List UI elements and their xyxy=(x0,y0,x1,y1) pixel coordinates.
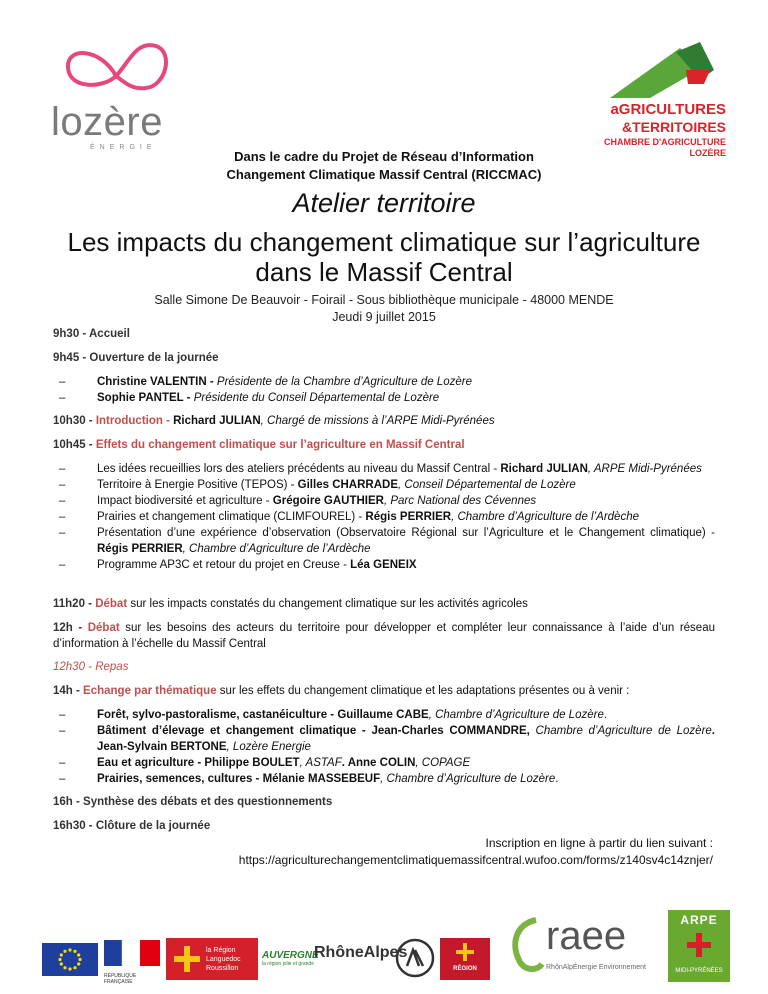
agenda-synthese: 16h - Synthèse des débats et des questionnements xyxy=(53,796,333,808)
list-item: – Territoire à Energie Positive (TEPOS) - Gilles CHARRADE, Conseil Départemental de Lozère xyxy=(53,477,715,493)
region-lr-text: la Région Languedoc Roussillon xyxy=(206,947,241,972)
region-logo xyxy=(440,938,490,980)
list-item: – Impact biodiversité et agriculture - Grégoire GAUTHIER, Parc National des Cévennes xyxy=(53,493,715,509)
french-flag-icon xyxy=(104,940,160,966)
auvergne-tagline: la région jolie et grande xyxy=(262,961,314,967)
list-item: – Sophie PANTEL - Présidente du Conseil Départemental de Lozère xyxy=(53,390,715,406)
list-item: – Les idées recueillies lors des ateliers précédents au niveau du Massif Central - Richard JULIAN, ARPE Midi-Pyrénées xyxy=(53,461,715,477)
page-subtitle-line-2: dans le Massif Central xyxy=(255,257,513,287)
agri-line-agricultures: aGRICULTURES xyxy=(610,101,726,118)
eu-stars-icon xyxy=(42,943,98,976)
republique-francaise-logo xyxy=(104,940,160,985)
inscription-link[interactable]: https://agriculturechangementclimatiquemassifcentral.wufoo.com/forms/z140sv4c14znjer/ xyxy=(238,853,713,867)
ra-logo xyxy=(395,938,435,978)
agenda-introduction: 10h30 - Introduction - Richard JULIAN, Chargé de missions à l’ARPE Midi-Pyrénées xyxy=(53,415,495,427)
agenda-cloture: 16h30 - Clôture de la journée xyxy=(53,820,211,832)
inscription-block xyxy=(239,835,713,869)
agenda-debat-2: 12h - Débat sur les besoins des acteurs du territoire pour développer et compléter leur connaissance à l’aide d’un réseau d’information à l’échelle du Massif Central xyxy=(53,622,715,650)
region-languedoc-logo xyxy=(166,938,258,980)
effets-list xyxy=(53,461,715,573)
event-date: Jeudi 9 juillet 2015 xyxy=(332,310,436,324)
page-subtitle-line-1: Les impacts du changement climatique sur l’agriculture xyxy=(67,227,701,257)
agenda-accueil: 9h30 - Accueil xyxy=(53,328,130,340)
lozere-wordmark: lozère xyxy=(51,100,163,144)
region-text: RÉGION xyxy=(453,966,477,972)
inscription-text: Inscription en ligne à partir du lien suivant : xyxy=(485,836,713,850)
arpe-text: ARPE xyxy=(680,913,718,927)
occitan-cross-icon xyxy=(172,944,202,974)
intro-line-2: Changement Climatique Massif Central (RICCMAC) xyxy=(226,167,542,182)
republique-text: RÉPUBLIQUE FRANÇAISE xyxy=(104,973,137,985)
region-cross-icon xyxy=(455,942,475,962)
ra-circle-icon xyxy=(395,938,435,978)
rhone-alpes-logo: RhôneAlpes xyxy=(314,944,408,961)
page-title: Atelier territoire xyxy=(292,188,476,218)
agri-line-lozere: LOZÈRE xyxy=(689,148,726,158)
arpe-subtitle: MIDI-PYRÉNÉES xyxy=(675,968,723,974)
agri-line-chambre: CHAMBRE D'AGRICULTURE xyxy=(604,137,726,147)
agenda-effets: 10h45 - Effets du changement climatique sur l’agriculture en Massif Central xyxy=(53,439,465,451)
lozere-subtitle: ÉNERGIE xyxy=(90,144,157,151)
echange-list xyxy=(53,707,715,787)
raee-logo xyxy=(506,910,656,982)
list-item: – Présentation d’une expérience d’observation (Observatoire Régional sur l’Agriculture et le Changement climatique) - Régis PERRIER, Chambre d’Agriculture de l’Ardèche xyxy=(53,525,715,557)
intro-line-1: Dans le cadre du Projet de Réseau d’Information xyxy=(234,149,534,164)
raee-wordmark: raee xyxy=(546,914,627,958)
venue-text: Salle Simone De Beauvoir - Foirail - Sous bibliothèque municipale - 48000 MENDE xyxy=(154,293,614,307)
agenda-ouverture: 9h45 - Ouverture de la journée xyxy=(53,352,219,364)
raee-subtitle: RhônAlpÉnergie Environnement xyxy=(546,964,647,971)
agriculture-emblem-icon xyxy=(580,40,730,102)
list-item: – Programme AP3C et retour du projet en Creuse - Léa GENEIX xyxy=(53,557,715,573)
raee-swirl-icon xyxy=(506,914,546,974)
arpe-cross-icon xyxy=(686,932,712,958)
list-item: – Prairies et changement climatique (CLIMFOUREL) - Régis PERRIER, Chambre d’Agriculture de l’Ardèche xyxy=(53,509,715,525)
eu-flag-logo xyxy=(42,943,98,976)
lozere-energie-logo xyxy=(46,38,186,156)
auvergne-text: AUVERGNE xyxy=(262,950,319,961)
list-item: – Bâtiment d’élevage et changement climatique - Jean-Charles COMMANDRE, Chambre d’Agriculture de Lozère. Jean-Sylvain BERTONE, Lozère Energie xyxy=(53,723,715,755)
list-item: – Christine VALENTIN - Présidente de la Chambre d’Agriculture de Lozère xyxy=(53,374,715,390)
agenda-echange: 14h - Echange par thématique sur les effets du changement climatique et les adaptations présentes ou à venir : xyxy=(53,685,630,697)
list-item: – Forêt, sylvo-pastoralisme, castanéiculture - Guillaume CABE, Chambre d’Agriculture de Lozère. xyxy=(53,707,715,723)
list-item: – Eau et agriculture - Philippe BOULET, ASTAF. Anne COLIN, COPAGE xyxy=(53,755,715,771)
list-item: – Prairies, semences, cultures - Mélanie MASSEBEUF, Chambre d’Agriculture de Lozère. xyxy=(53,771,715,787)
infinity-icon xyxy=(46,38,186,108)
arpe-logo xyxy=(668,910,730,982)
agri-line-territoires: &TERRITOIRES xyxy=(622,119,726,135)
agenda-debat-1: 11h20 - Débat sur les impacts constatés du changement climatique sur les activités agricoles xyxy=(53,598,528,610)
ouverture-list xyxy=(53,374,715,406)
agenda-repas: 12h30 - Repas xyxy=(53,661,129,673)
